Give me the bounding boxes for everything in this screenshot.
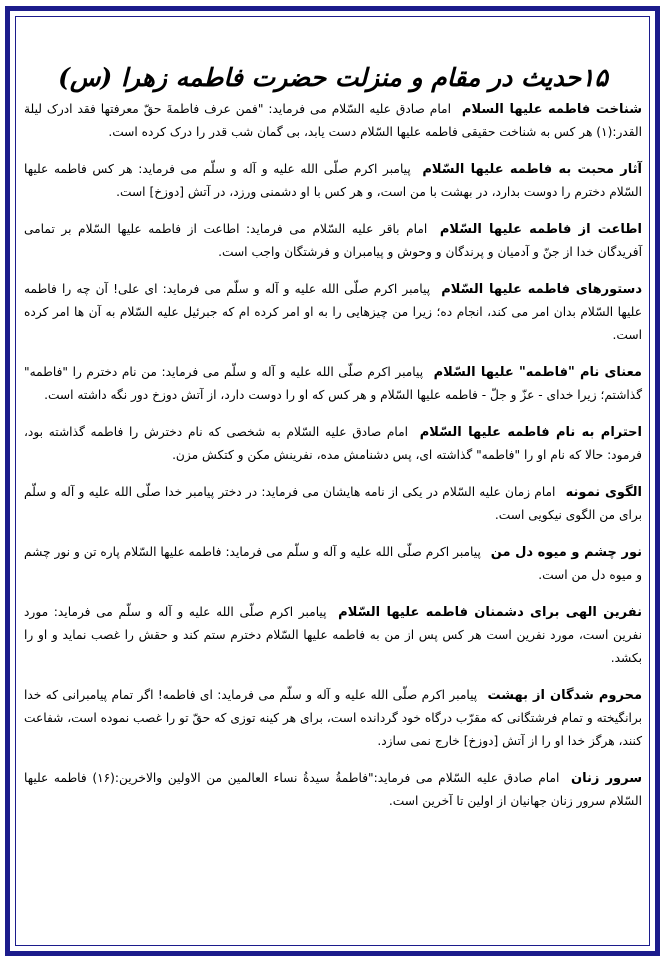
hadith-heading: نفرین الهی برای دشمنان فاطمه علیها السّلام: [338, 605, 643, 620]
hadith-text: امام زمان علیه السّلام در یکی از نامه هایشان می فرماید: در دختر پیامبر خدا صلّی الله علیه و آله و سلّم برای من الگوی نیکویی است.: [24, 485, 642, 522]
hadith-text: امام صادق علیه السّلام به شخصی که نام دخترش را فاطمه گذاشته بود، فرمود: حالا که نام او را "فاطمه" گذاشته ای، پس دشنامش مده، نفرینش مکن و کتکش مزن.: [24, 425, 642, 462]
hadith-entry: [24, 218, 642, 264]
hadith-text: امام صادق علیه السّلام می فرماید: "فمن عرف فاطمةَ حقّ معرفتها فقد ادرک لیلة القدر:(۱) هر کس به شناخت حقیقی فاطمه علیها السّلام دست یابد، بی گمان شب قدر را درک کرده است.: [24, 102, 642, 139]
hadith-text: پیامبر اکرم صلّی الله علیه و آله و سلّم می فرماید: هر کس فاطمه علیها السّلام دخترم را دوست بدارد، در بهشت با من است، و هر کس با او دشمنی ورزد، در آتش [دوزخ] است.: [24, 162, 642, 199]
hadith-heading: الگوی نمونه: [565, 485, 642, 500]
hadith-entry: [24, 98, 642, 144]
hadith-entry: [24, 601, 642, 670]
hadith-text: امام صادق علیه السّلام می فرماید:"فاطمةُ سیدةُ نساء العالمین من الاولین والاخرین:(۱۶) فاطمه علیها السّلام سرور زنان جهانیان از اولین تا آخرین است.: [24, 771, 642, 808]
hadith-entry: [24, 361, 642, 407]
hadith-entry: [24, 278, 642, 347]
hadith-text: پیامبر اکرم صلّی الله علیه و آله و سلّم می فرماید: ای علی! آن چه را فاطمه علیها السّلام بدان امر می کند، انجام ده؛ زیرا من چیزهایی را به او امر کرده ام که جبرئیل علیه السّلام به آن ها امر کرده است.: [24, 282, 642, 342]
hadith-heading: احترام به نام فاطمه علیها السّلام: [419, 425, 643, 440]
page-title: ۱۵حدیث در مقام و منزلت حضرت فاطمه زهرا (س): [58, 63, 608, 92]
hadith-heading: آثار محبت به فاطمه علیها السّلام: [422, 162, 642, 177]
hadith-text: امام باقر علیه السّلام می فرماید: اطاعت از فاطمه علیها السّلام بر تمامی آفریدگان خدا از جنّ و آدمیان و پرندگان و وحوش و پیامبران و فرشتگان واجب است.: [24, 222, 642, 259]
hadith-text: پیامبر اکرم صلّی الله علیه و آله و سلّم می فرماید: فاطمه علیها السّلام پاره تن و نور چشم و میوه دل من است.: [24, 545, 642, 582]
hadith-heading: نور چشم و میوه دل من: [490, 545, 642, 560]
hadith-heading: اطاعت از فاطمه علیها السّلام: [439, 222, 642, 237]
hadith-heading: شناخت فاطمه علیها السلام: [461, 102, 642, 117]
hadith-heading: سرور زنان: [570, 771, 643, 786]
hadith-entry: [24, 158, 642, 204]
hadith-entry: [24, 481, 642, 527]
hadith-text: پیامبر اکرم صلّی الله علیه و آله و سلّم می فرماید: مورد نفرین است، مورد نفرین است هر کس پس از من به فاطمه علیها السّلام دخترم ستم کند و حقش را غصب نماید و او را بکشد.: [24, 605, 642, 665]
hadith-entry: [24, 541, 642, 587]
document-body: [24, 60, 642, 827]
hadith-heading: معنای نام "فاطمه" علیها السّلام: [433, 365, 642, 380]
hadith-heading: دستورهای فاطمه علیها السّلام: [441, 282, 642, 297]
hadith-heading: محروم شدگان از بهشت: [487, 688, 642, 703]
hadith-text: پیامبر اکرم صلّی الله علیه و آله و سلّم می فرماید: ای فاطمه! اگر تمام پیامبرانی که خدا برانگیخته و تمام فرشتگانی که مقرّب درگاه خود گردانده است، برای هر کینه توزی که حقّ تو را غصب نموده است، شفاعت کنند، هرگز خدا او را از آتش [دوزخ] خارج نمی سازد.: [24, 688, 642, 748]
hadith-entry: [24, 684, 642, 753]
hadith-entry: [24, 421, 642, 467]
hadith-entry: [24, 767, 642, 813]
hadith-text: پیامبر اکرم صلّی الله علیه و آله و سلّم می فرماید: من نام دخترم را "فاطمه" گذاشتم؛ زیرا خدای - عزّ و جلّ - فاطمه علیها السّلام و هر کس که او را دوست دارد، از آتش دوزخ دور نگه داشته است.: [24, 365, 642, 402]
